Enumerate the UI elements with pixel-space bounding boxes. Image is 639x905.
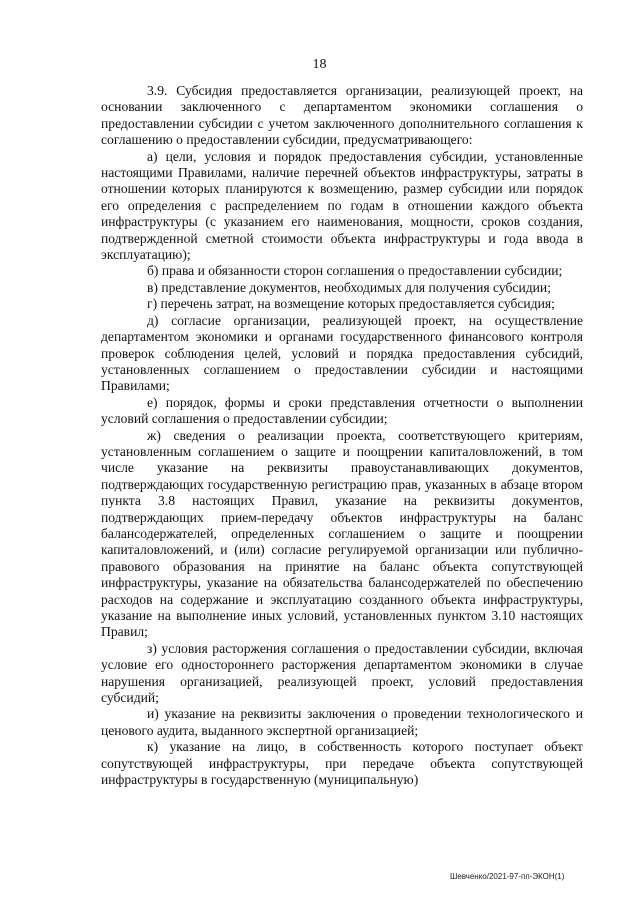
document-body [101, 83, 583, 788]
page-number: 18 [312, 57, 327, 72]
paragraph-v: в) представление документов, необходимых для получения субсидии; [147, 279, 551, 295]
paragraph-zh: ж) сведения о реализации проекта, соответствующего критериям, установленным соглашением о защите и поощрении капиталовложений, в том числе указание на реквизиты правоустанавливающих документов, подтверждающих государственную регистрацию прав, указанных в абзаце втором пункта 3.8 настоящих Правил, указание на реквизиты документов, подтверждающих прием-передачу объектов инфраструктуры на баланс балансодержателей, определенных соглашением о защите и поощрении капиталовложений, и (или) согласие регулируемой организации или публично-правового образования на принятие на баланс объекта сопутствующей инфраструктуры, указание на обязательства балансодержателей по обеспечению расходов на содержание и эксплуатацию созданного объекта инфраструктуры, указание на выполнение иных условий, установленных пунктом 3.10 настоящих Правил; [101, 427, 583, 640]
paragraph-k: к) указание на лицо, в собственность которого поступает объект сопутствующей инфраструктуры, при передаче объекта сопутствующей инфраструктуры в государственную (муниципальную) [101, 739, 583, 788]
paragraph-3-9: 3.9. Субсидия предоставляется организации, реализующей проект, на основании заключенного с департаментом экономики соглашения о предоставлении субсидии с учетом заключенного дополнительного соглашения к соглашению о предоставлении субсидии, предусматривающего: [101, 83, 583, 148]
paragraph-e: е) порядок, формы и сроки представления отчетности о выполнении условий соглашения о предоставлении субсидии; [101, 394, 583, 427]
paragraph-b: б) права и обязанности сторон соглашения о предоставлении субсидии; [147, 263, 563, 279]
paragraph-z: з) условия расторжения соглашения о предоставлении субсидии, включая условие его одностороннего расторжения департаментом экономики в случае нарушения организацией, реализующей проект, условий предоставления субсидий; [101, 640, 583, 706]
paragraph-a: а) цели, условия и порядок предоставления субсидии, установленные настоящими Правилами, наличие перечней объектов инфраструктуры, затраты в отношении которых планируются к возмещению, размер субсидии или порядок его определения с распределением по годам в отношении каждого объекта инфраструктуры (с указанием его наименования, мощности, сроков создания, подтвержденной сметной стоимости объекта инфраструктуры и года ввода в эксплуатацию); [101, 148, 583, 263]
paragraph-d: д) согласие организации, реализующей проект, на осуществление департаментом экономики и органами государственного финансового контроля проверок соблюдения целей, условий и порядка предоставления субсидий, установленных соглашением о предоставлении субсидии и настоящими Правилами; [101, 312, 583, 394]
document-footer-code: Шевченко/2021-97-пп-ЭКОН(1) [450, 872, 565, 881]
paragraph-g: г) перечень затрат, на возмещение которых предоставляется субсидия; [147, 296, 555, 312]
paragraph-i: и) указание на реквизиты заключения о проведении технологического и ценового аудита, выданного экспертной организацией; [101, 706, 583, 738]
